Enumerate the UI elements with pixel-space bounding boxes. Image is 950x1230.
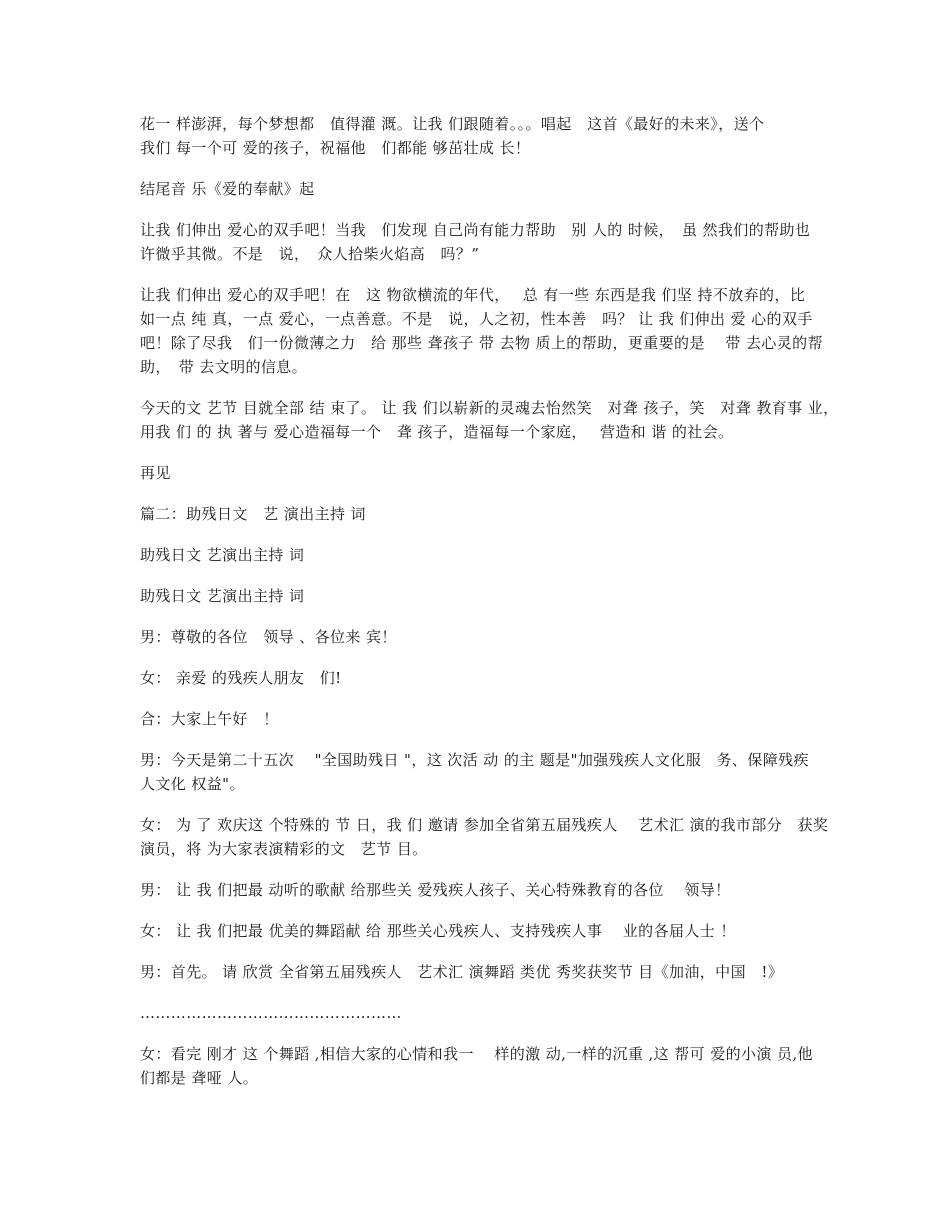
paragraph-line: 女： 让 我 们把最 优美的舞蹈献 给 那些关心残疾人、支持残疾人事 业的各届人士 ！ bbox=[140, 922, 736, 940]
paragraph-line: 我们 每一个可 爱的孩子，祝福他 们都能 够茁壮成 长！ bbox=[140, 139, 531, 157]
paragraph-line: 男：尊敬的各位 领导 、各位来 宾！ bbox=[140, 628, 397, 646]
paragraph-line: 吧！除了尽我 们一份微薄之力 给 那些 聋孩子 带 去物 质上的帮助，更重要的是 带 去心灵的帮 bbox=[140, 334, 823, 352]
paragraph bbox=[140, 461, 840, 485]
paragraph-line: 花一 样澎湃，每个梦想都 值得灌 溉。让我 们跟随着。。。唱起 这首《最好的未来》，送个 bbox=[140, 115, 765, 133]
paragraph-line: 男：今天是第二十五次 "全国助残日 "，这 次活 动 的主 题是"加强残疾人文化服 务、保障残疾 bbox=[140, 751, 809, 769]
paragraph bbox=[140, 666, 840, 690]
paragraph-line: 让我 们伸出 爱心的双手吧！在 这 物欲横流的年代， 总 有一些 东西是我 们坚 持不放弃的，比 bbox=[140, 286, 806, 304]
paragraph bbox=[140, 218, 840, 266]
paragraph-line: 用我 们 的 执 著与 爱心造福每一个 聋 孩子，造福每一个家庭， 营造和 谐 的社会。 bbox=[140, 423, 734, 441]
paragraph-line: 助残日文 艺演出主持 词 bbox=[140, 587, 305, 605]
paragraph-line: 助， 带 去文明的信息。 bbox=[140, 358, 308, 376]
paragraph bbox=[140, 878, 840, 902]
paragraph-line: 篇二：助残日文 艺 演出主持 词 bbox=[140, 505, 366, 523]
paragraph-line: 助残日文 艺演出主持 词 bbox=[140, 546, 305, 564]
paragraph bbox=[140, 625, 840, 649]
paragraph bbox=[140, 813, 840, 861]
paragraph bbox=[140, 1001, 840, 1025]
paragraph-line: 让我 们伸出 爱心的双手吧！当我 们发现 自己尚有能力帮助 别 人的 时候， 虽 然我们的帮助也 bbox=[140, 221, 811, 239]
paragraph bbox=[140, 283, 840, 379]
paragraph-line: 们都是 聋哑 人。 bbox=[140, 1069, 259, 1087]
paragraph-line: 合：大家上午好 ！ bbox=[140, 710, 279, 728]
paragraph-line: 女： 为 了 欢庆这 个特殊的 节 日，我 们 邀请 参加全省第五届残疾人 艺术汇 演的我市部分 获奖 bbox=[140, 816, 829, 834]
paragraph-line: 许微乎其微。不是 说， 众人拾柴火焰高 吗？” bbox=[140, 245, 480, 263]
paragraph-line: 演员，将 为大家表演精彩的文 艺节 目。 bbox=[140, 840, 428, 858]
paragraph-line: 人文化 权益"。 bbox=[140, 775, 245, 793]
paragraph-line: 再见 bbox=[140, 464, 171, 482]
document-body bbox=[140, 112, 840, 1107]
paragraph bbox=[140, 396, 840, 444]
paragraph bbox=[140, 960, 840, 984]
paragraph-line: 女： 亲爱 的残疾人朋友 们! bbox=[140, 669, 342, 687]
paragraph bbox=[140, 177, 840, 201]
paragraph-line: 男： 让 我 们把最 动听的歌献 给那些关 爱残疾人孩子、关心特殊教育的各位 领导！ bbox=[140, 881, 731, 899]
paragraph-line: 今天的文 艺节 目就全部 结 束了。 让 我 们以崭新的灵魂去怡然笑 对聋 孩子，笑 对聋 教育事 业， bbox=[140, 399, 839, 417]
paragraph bbox=[140, 707, 840, 731]
paragraph bbox=[140, 502, 840, 526]
paragraph bbox=[140, 1042, 840, 1090]
paragraph bbox=[140, 919, 840, 943]
paragraph-line: 男：首先。 请 欣赏 全省第五届残疾人 艺术汇 演舞蹈 类优 秀奖获奖节 目《加油，中国 !》 bbox=[140, 963, 784, 981]
paragraph bbox=[140, 748, 840, 796]
paragraph-line: 结尾音 乐《爱的奉献》起 bbox=[140, 180, 315, 198]
paragraph bbox=[140, 543, 840, 567]
paragraph-line: 女：看完 刚才 这 个舞蹈 ,相信大家的心情和我一 样的激 动,一样的沉重 ,这 帮可 爱的小演 员,他 bbox=[140, 1045, 813, 1063]
paragraph bbox=[140, 112, 840, 160]
paragraph-line: 如一点 纯 真，一点 爱心，一点善意。不是 说，人之初，性本善 吗？ 让 我 们伸出 爱 心的双手 bbox=[140, 310, 813, 328]
paragraph bbox=[140, 584, 840, 608]
paragraph-line: …………………………………………… bbox=[140, 1004, 402, 1022]
